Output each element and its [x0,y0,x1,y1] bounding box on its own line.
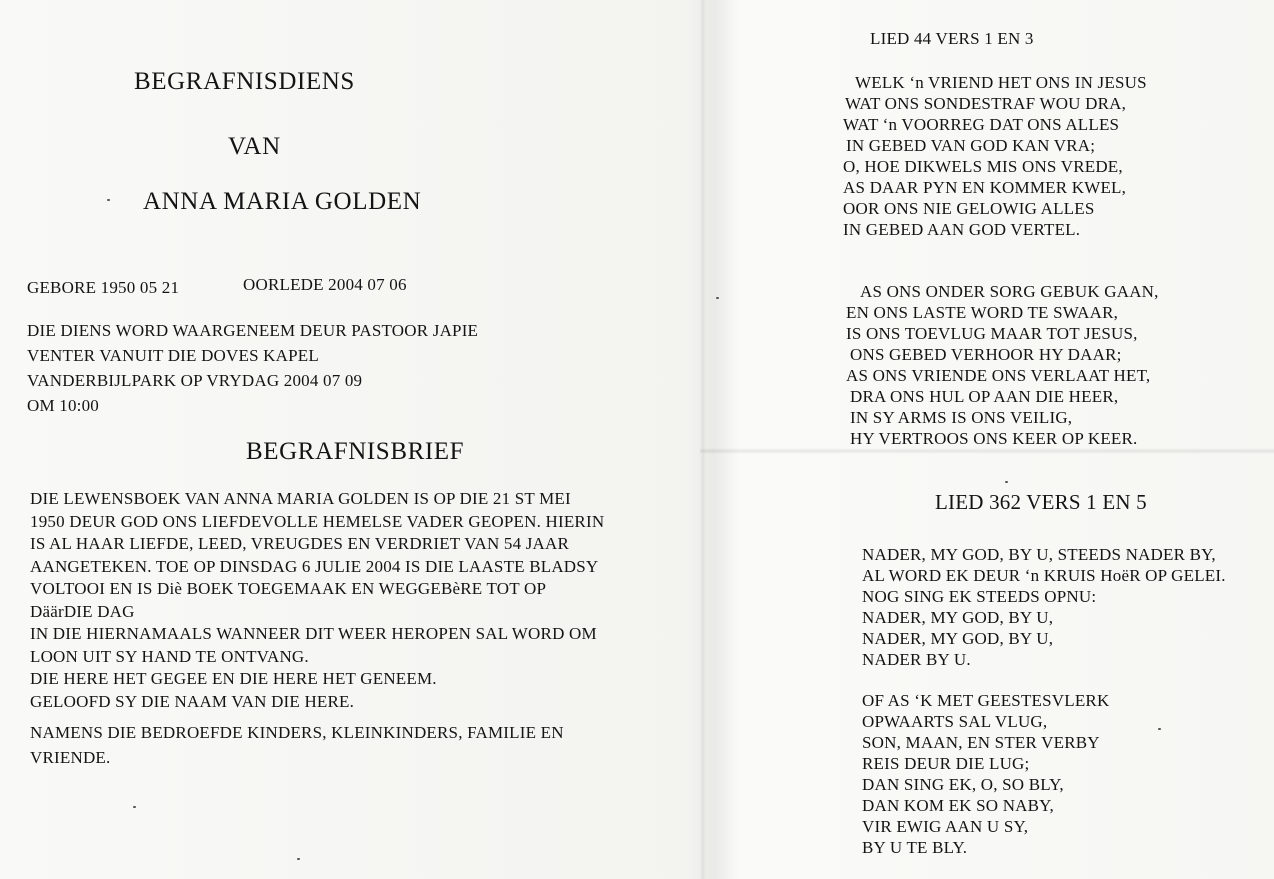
service-title: BEGRAFNISDIENS [134,68,355,95]
hymn-line: AL WORD EK DEUR ‘n KRUIS HoëR OP GELEI. [862,566,1226,585]
scan-speck [716,297,719,299]
hymn-line: WAT ‘n VOORREG DAT ONS ALLES [843,115,1120,134]
hymn-line: NADER, MY GOD, BY U, [862,608,1054,627]
hymn-line: OF AS ‘K MET GEESTESVLERK [862,691,1110,710]
hymn-line: IN GEBED VAN GOD KAN VRA; [846,136,1096,155]
service-line: DIE DIENS WORD WAARGENEEM DEUR PASTOOR JAPIE [27,321,479,340]
letter-heading: BEGRAFNISBRIEF [246,438,465,465]
hymn2-verse1 [862,544,1226,670]
hymn-line: AS ONS ONDER SORG GEBUK GAAN, [860,282,1159,301]
letter-line: GELOOFD SY DIE NAAM VAN DIE HERE. [30,691,355,711]
hymn1-verse1 [843,72,1147,240]
letter-line: DIE LEWENSBOEK VAN ANNA MARIA GOLDEN IS OP DIE 21 ST MEI [30,489,571,508]
hymn-line: OOR ONS NIE GELOWIG ALLES [843,199,1095,218]
hymn-line: WELK ‘n VRIEND HET ONS IN JESUS [855,73,1147,92]
hymn-line: OPWAARTS SAL VLUG, [862,712,1048,731]
hymn-line: IS ONS TOEVLUG MAAR TOT JESUS, [846,324,1138,343]
death-date: OORLEDE 2004 07 06 [243,275,407,294]
hymn-line: NADER BY U. [862,650,971,669]
closing-line: NAMENS DIE BEDROEFDE KINDERS, KLEINKINDERS, FAMILIE EN [30,723,564,742]
hymn-line: BY U TE BLY. [862,838,968,857]
service-details [27,318,478,418]
hymn-line: O, HOE DIKWELS MIS ONS VREDE, [843,157,1123,176]
birth-date: GEBORE 1950 05 21 [27,278,180,297]
letter-line: DIE HERE HET GEGEE EN DIE HERE HET GENEEM. [30,669,437,688]
letter-line: 1950 DEUR GOD ONS LIEFDEVOLLE HEMELSE VADER GEOPEN. HIERIN [30,511,605,531]
hymn-line: WAT ONS SONDESTRAF WOU DRA, [845,94,1127,113]
service-line: VENTER VANUIT DIE DOVES KAPEL [27,346,319,365]
hymn-line: REIS DEUR DIE LUG; [862,754,1030,773]
scan-speck [1158,728,1161,730]
hymn1-title: LIED 44 VERS 1 EN 3 [870,29,1034,48]
closing-signature [30,720,564,770]
hymn-line: ONS GEBED VERHOOR HY DAAR; [850,345,1122,364]
hymn-line: VIR EWIG AAN U SY, [862,817,1029,836]
letter-line: LOON UIT SY HAND TE ONTVANG. [30,646,309,666]
scan-speck [1005,481,1008,483]
hymn-line: EN ONS LASTE WORD TE SWAAR, [846,303,1119,322]
hymn-line: DAN SING EK, O, SO BLY, [862,775,1064,794]
paper-fold-vertical [700,0,706,879]
hymn-line: SON, MAAN, EN STER VERBY [862,733,1100,752]
service-title-van: VAN [228,133,281,160]
service-line: VANDERBIJLPARK OP VRYDAG 2004 07 09 [27,371,363,390]
hymn-line: HY VERTROOS ONS KEER OP KEER. [850,429,1138,448]
scan-speck [297,858,300,860]
hymn-line: IN SY ARMS IS ONS VEILIG, [850,408,1073,427]
deceased-name: ANNA MARIA GOLDEN [143,188,422,215]
hymn-line: DRA ONS HUL OP AAN DIE HEER, [850,387,1119,406]
hymn-line: AS ONS VRIENDE ONS VERLAAT HET, [846,366,1151,385]
letter-line: VOLTOOI EN IS Diè BOEK TOEGEMAAK EN WEGGEBèRE TOT OP [30,579,547,598]
closing-line: VRIENDE. [30,748,111,767]
hymn2-title: LIED 362 VERS 1 EN 5 [935,490,1147,514]
hymn1-verse2 [846,281,1159,449]
scan-speck [107,199,110,201]
hymn-line: IN GEBED AAN GOD VERTEL. [843,220,1081,239]
hymn-line: NADER, MY GOD, BY U, STEEDS NADER BY, [862,545,1216,564]
service-line: OM 10:00 [27,396,99,415]
letter-line: IS AL HAAR LIEFDE, LEED, VREUGDES EN VERDRIET VAN 54 JAAR [30,534,570,553]
funeral-letter [30,488,604,713]
hymn-line: DAN KOM EK SO NABY, [862,796,1054,815]
hymn-line: NOG SING EK STEEDS OPNU: [862,587,1097,606]
hymn2-verse2 [862,690,1109,858]
hymn-line: AS DAAR PYN EN KOMMER KWEL, [843,178,1127,197]
letter-line: AANGETEKEN. TOE OP DINSDAG 6 JULIE 2004 IS DIE LAASTE BLADSY [30,556,599,576]
scan-speck [133,806,136,808]
letter-line: IN DIE HIERNAMAALS WANNEER DIT WEER HEROPEN SAL WORD OM [30,624,597,643]
letter-line: DäärDIE DAG [30,601,135,621]
hymn-line: NADER, MY GOD, BY U, [862,629,1054,648]
